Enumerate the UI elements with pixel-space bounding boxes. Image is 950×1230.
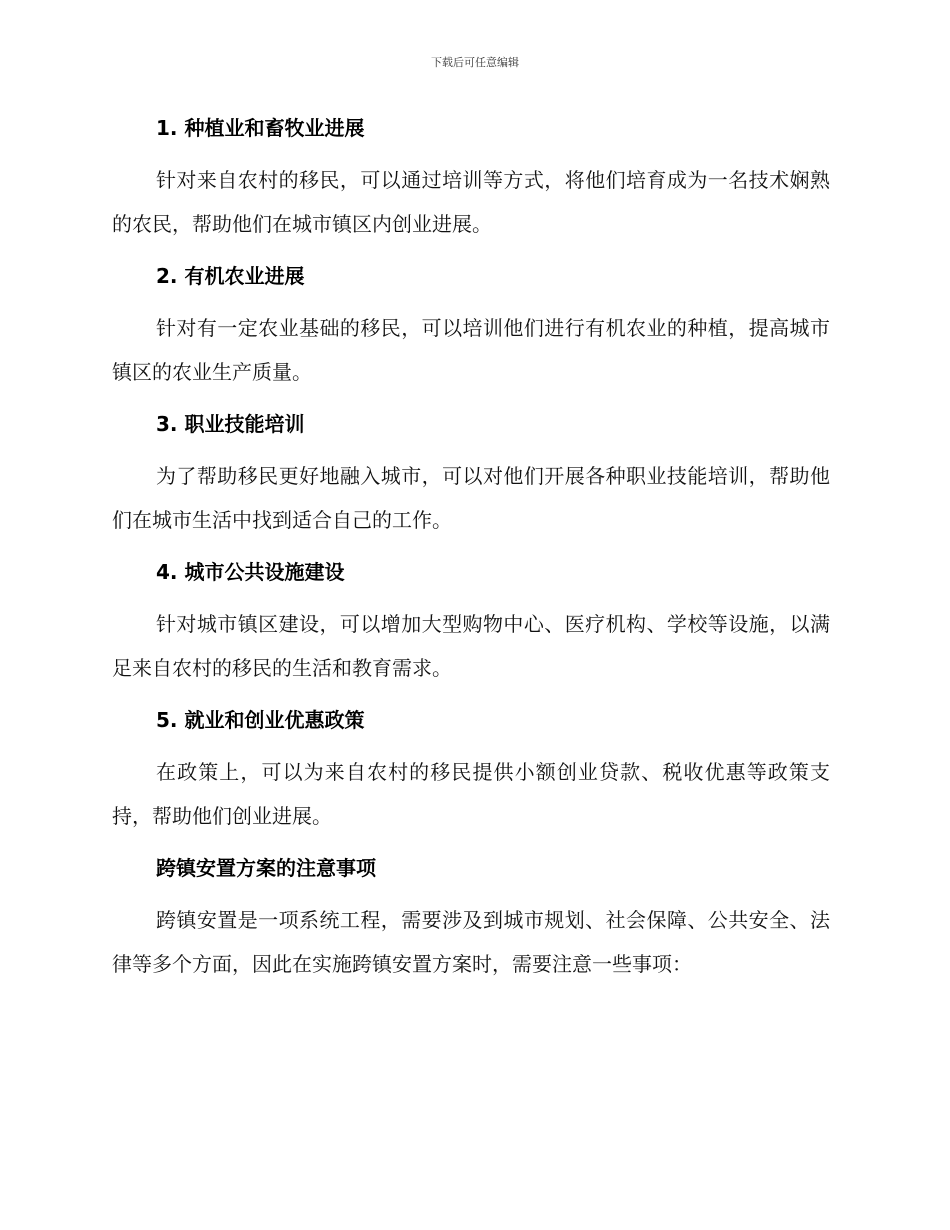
section-heading-notes: 跨镇安置方案的注意事项 [156,856,376,880]
section-heading-1: 1. 种植业和畜牧业进展 [156,116,365,140]
page-header: 下载后可任意编辑 [431,56,519,69]
section-heading-5: 5. 就业和创业优惠政策 [156,708,365,732]
section-paragraph-notes: 跨镇安置是一项系统工程，需要涉及到城市规划、社会保障、公共安全、法律等多个方面，因此在实施跨镇安置方案时，需要注意一些事项： [112,908,830,976]
section-paragraph-4: 针对城市镇区建设，可以增加大型购物中心、医疗机构、学校等设施，以满足来自农村的移民的生活和教育需求。 [112,612,830,680]
section-paragraph-1: 针对来自农村的移民，可以通过培训等方式，将他们培育成为一名技术娴熟的农民，帮助他们在城市镇区内创业进展。 [112,168,830,236]
section-heading-4: 4. 城市公共设施建设 [156,560,345,584]
section-heading-3: 3. 职业技能培训 [156,412,305,436]
section-paragraph-5: 在政策上，可以为来自农村的移民提供小额创业贷款、税收优惠等政策支持，帮助他们创业进展。 [112,760,830,828]
section-paragraph-2: 针对有一定农业基础的移民，可以培训他们进行有机农业的种植，提高城市镇区的农业生产质量。 [112,316,830,384]
document-body [112,112,830,1000]
section-paragraph-3: 为了帮助移民更好地融入城市，可以对他们开展各种职业技能培训，帮助他们在城市生活中找到适合自己的工作。 [112,464,830,532]
section-heading-2: 2. 有机农业进展 [156,264,305,288]
